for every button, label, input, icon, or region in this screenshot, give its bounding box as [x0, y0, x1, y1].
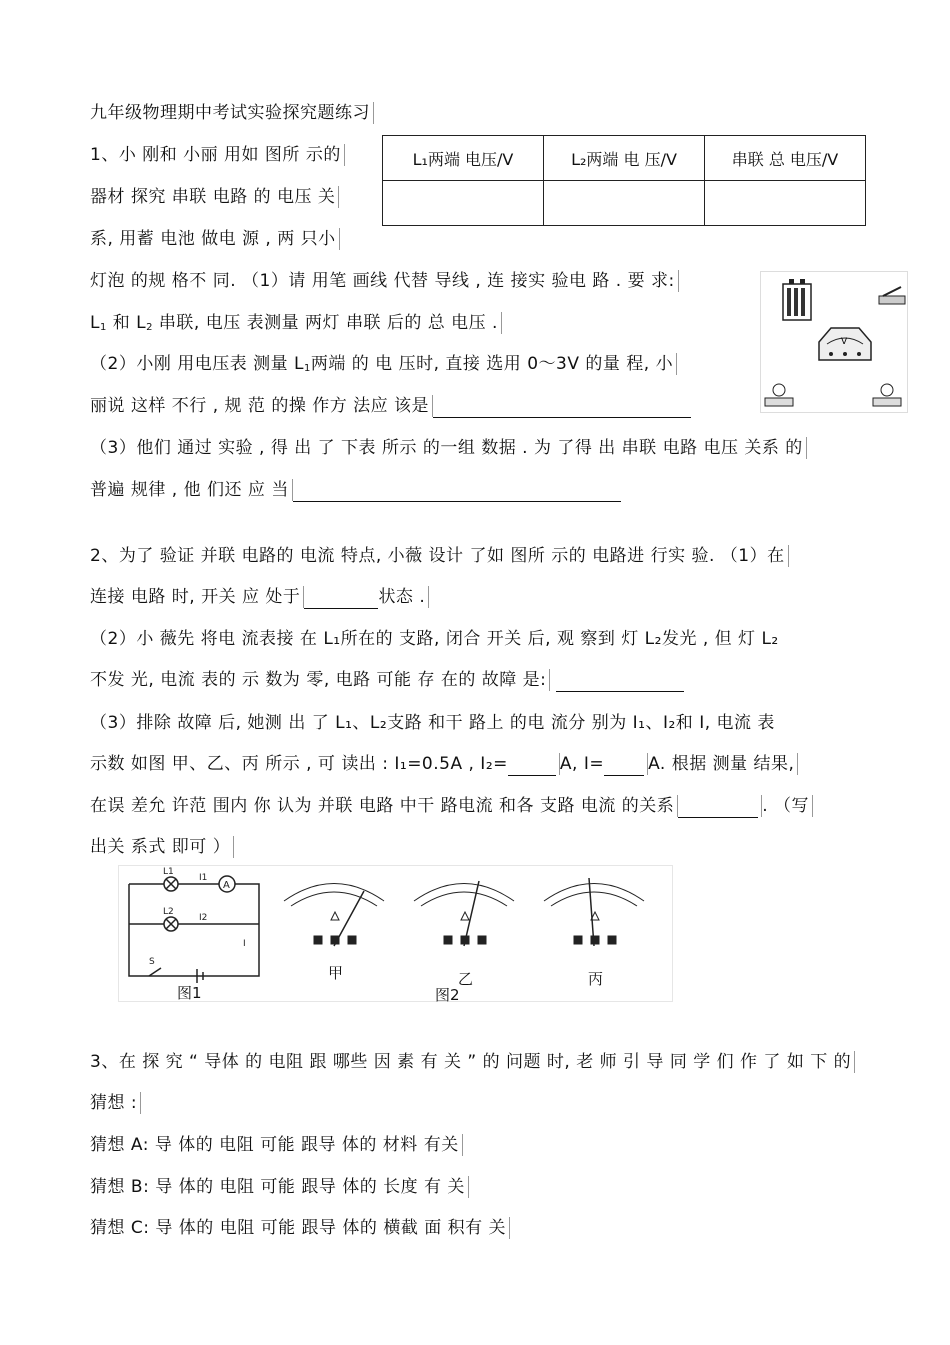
voltmeter-icon — [819, 328, 871, 360]
q1-line6: （2）小刚 用电压表 测量 $L_1$两端 的 电 压时, 直接 选用 0～3V 的量 程, 小 — [90, 352, 677, 381]
q3-line1: 3、在 探 究 “ 导体 的 电阻 跟 哪些 因 素 有 关 ” 的 问题 时, 老 师 引 导 同 学 们 作 了 如 下 的 — [90, 1050, 855, 1074]
q2-switch-state-blank[interactable] — [304, 590, 378, 609]
q1-line2: 器材 探究 串联 电路 的 电压 关 — [90, 185, 339, 209]
svg-text:L2: L2 — [163, 907, 174, 917]
q2-relation-blank[interactable] — [678, 799, 758, 818]
switch-icon — [879, 287, 905, 304]
q1-answer-blank-2[interactable] — [293, 483, 621, 502]
ammeter-dial-1 — [284, 884, 384, 947]
figure-2-caption: 图2 — [435, 986, 460, 1004]
svg-text:V: V — [841, 337, 848, 347]
q2-line8: 出关 系式 即可 ） — [90, 835, 234, 859]
q2-line5: （3）排除 故障 后, 她测 出 了 L₁、L₂支路 和干 路上 的电 流分 别为 I₁、I₂和 I, 电流 表 — [90, 713, 775, 733]
apparatus-figure — [760, 271, 908, 413]
table-cell-l2[interactable] — [544, 181, 705, 226]
table-header-total: 串联 总 电压/V — [705, 136, 866, 181]
meter-label-2: 乙 — [458, 970, 474, 988]
q2-line4: 不发 光, 电流 表的 示 数为 零, 电路 可能 存 在的 故障 是: — [90, 668, 684, 692]
svg-text:I1: I1 — [199, 873, 208, 883]
table-header-l1: L₁两端 电压/V — [383, 136, 544, 181]
ammeter-dial-2 — [414, 881, 514, 946]
q1-line4: 灯泡 的规 格不 同. （1）请 用笔 画线 代替 导线 , 连 接实 验电 路 . 要 求: — [90, 269, 679, 293]
q2-i2-blank[interactable] — [508, 757, 556, 776]
bulb-icon-2 — [873, 384, 901, 406]
battery-icon — [783, 279, 811, 320]
q2-line6: 示数 如图 甲、乙、丙 所示 , 可 读出 : I₁=0.5A , I₂= A, I= A. 根据 测量 结果, — [90, 752, 798, 776]
meter-label-1: 甲 — [328, 964, 344, 982]
q1-line5: $L_1$ 和 $L_2$ 串联, 电压 表测量 两灯 串联 后的 总 电压 . — [90, 311, 502, 340]
page-title — [90, 101, 374, 125]
q1-line7: 丽说 这样 不行 , 规 范 的操 作方 法应 该是 — [90, 394, 691, 418]
voltage-table — [382, 135, 866, 226]
table-cell-l1[interactable] — [383, 181, 544, 226]
q2-line2: 连接 电路 时, 开关 应 处于 状态 . — [90, 585, 429, 609]
svg-text:L1: L1 — [163, 867, 174, 877]
q1-answer-blank-1[interactable] — [433, 399, 691, 418]
table-header-l2: L₂两端 电 压/V — [544, 136, 705, 181]
q1-line8: （3）他们 通过 实验 , 得 出 了 下表 所示 的一组 数据 . 为 了得 出 串联 电路 电压 关系 的 — [90, 436, 807, 460]
meter-label-3: 丙 — [588, 970, 604, 988]
q3-line2: 猜想 : — [90, 1091, 141, 1115]
apparatus-svg — [761, 272, 907, 412]
bulb-icon-1 — [765, 384, 793, 406]
q3-guess-a: 猜想 A: 导 体的 电阻 可能 跟导 体的 材料 有关 — [90, 1133, 463, 1157]
q1-line1: 1、小 刚和 小丽 用如 图所 示的 — [90, 143, 345, 167]
q3-guess-b: 猜想 B: 导 体的 电阻 可能 跟导 体的 长度 有 关 — [90, 1175, 469, 1199]
figure-1-caption: 图1 — [177, 984, 202, 1002]
q1-line3: 系, 用蓄 电池 做电 源 , 两 只小 — [90, 227, 340, 251]
q2-line7: 在误 差允 许范 围内 你 认为 并联 电路 中干 路电流 和各 支路 电流 的关系 . （写 — [90, 794, 813, 818]
q3-guess-c: 猜想 C: 导 体的 电阻 可能 跟导 体的 横截 面 积有 关 — [90, 1216, 510, 1240]
title-text: 九年级物理期中考试实验探究题练习 — [90, 103, 370, 123]
q2-line1: 2、为了 验证 并联 电路的 电流 特点, 小薇 设计 了如 图所 示的 电路进 行实 验. （1）在 — [90, 544, 789, 568]
q2-i-blank[interactable] — [604, 757, 644, 776]
svg-text:A: A — [223, 880, 230, 891]
q2-line3: （2）小 薇先 将电 流表接 在 L₁所在的 支路, 闭合 开关 后, 观 察到 灯 L₂发光 , 但 灯 L₂ — [90, 629, 779, 649]
svg-text:I: I — [243, 939, 246, 949]
q1-line9: 普遍 规律 , 他 们还 应 当 — [90, 478, 621, 502]
q2-fault-blank[interactable] — [556, 673, 684, 692]
ammeter-dial-3 — [544, 878, 644, 946]
table-cell-total[interactable] — [705, 181, 866, 226]
svg-text:S: S — [149, 957, 155, 967]
svg-text:I2: I2 — [199, 913, 208, 923]
circuit-and-meters-figure — [118, 865, 673, 1002]
